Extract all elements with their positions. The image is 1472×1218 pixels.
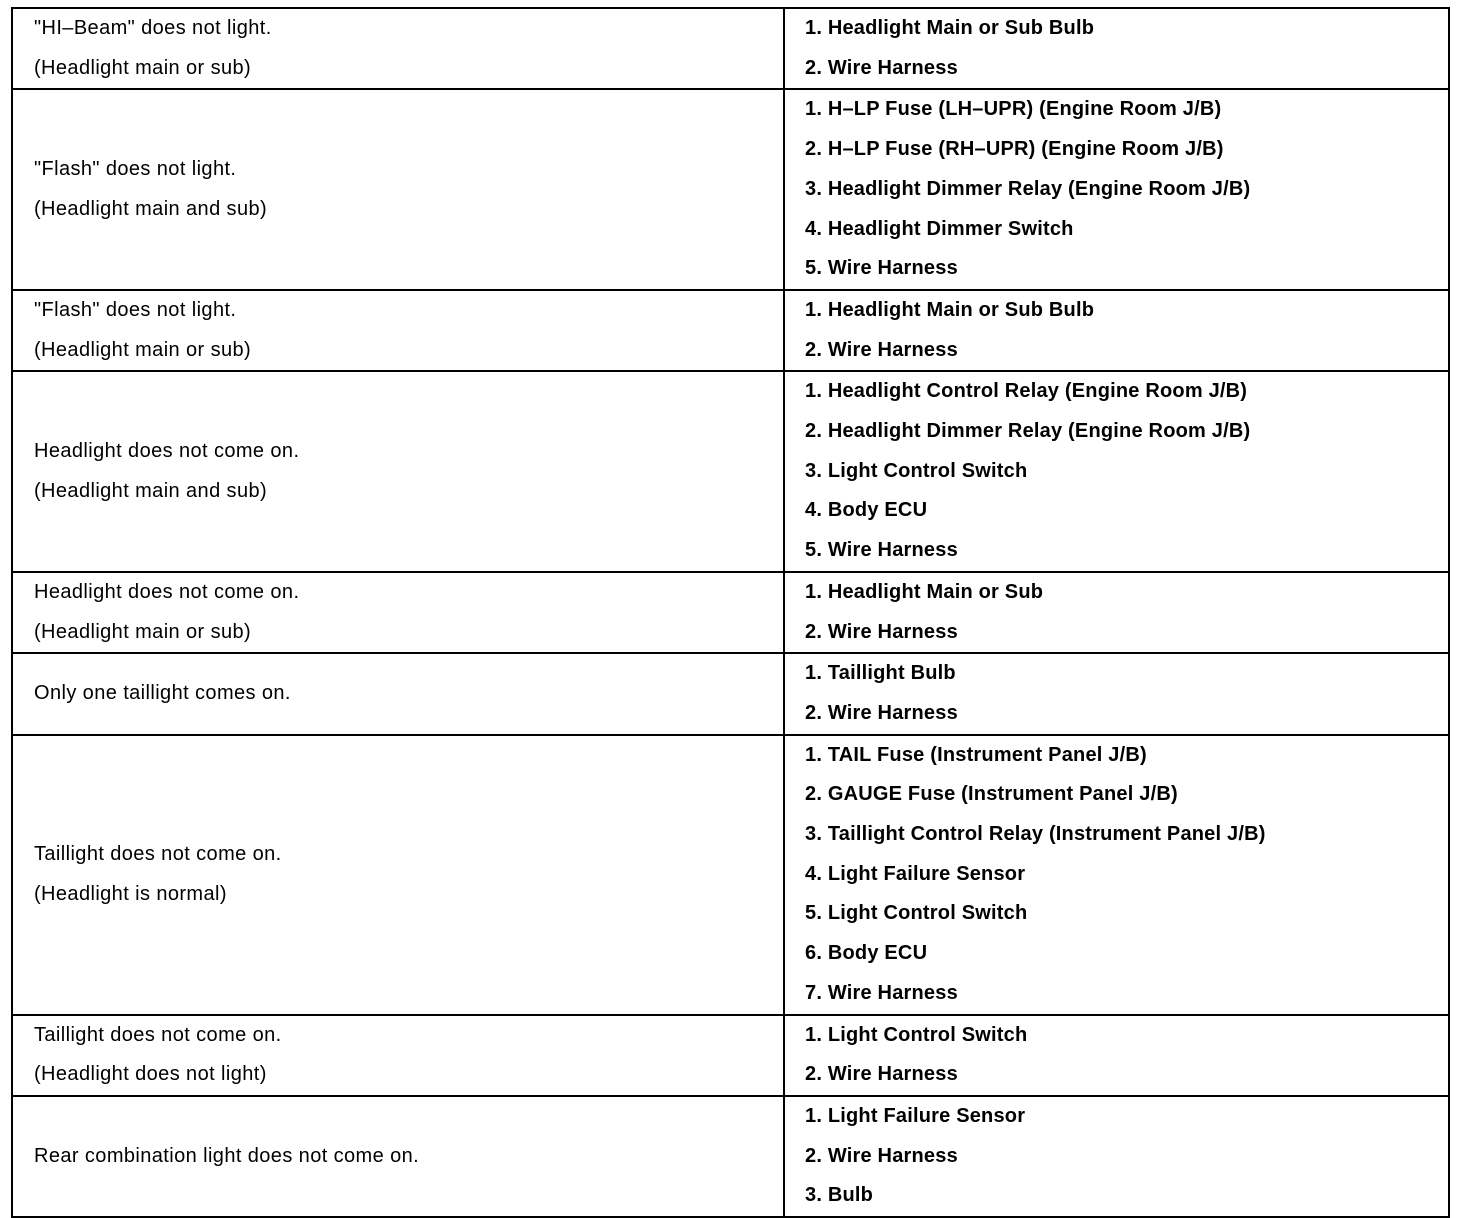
suspect-area-item: 2. Headlight Dimmer Relay (Engine Room J/B)	[805, 420, 1251, 443]
symptom-cell	[12, 572, 784, 653]
table-row	[12, 653, 1449, 734]
suspect-area-item: 1. Headlight Main or Sub Bulb	[805, 17, 1095, 39]
suspect-area-item: 2. Wire Harness	[805, 701, 958, 724]
suspect-area-item: 1. H–LP Fuse (LH–UPR) (Engine Room J/B)	[805, 98, 1222, 121]
suspect-area-item: 1. Light Failure Sensor	[805, 1104, 1026, 1127]
symptom-text: Taillight does not come on.	[34, 1023, 282, 1046]
suspect-area-cell	[784, 735, 1449, 1015]
suspect-area-item: 2. Wire Harness	[805, 1063, 958, 1086]
suspect-area-item: 2. Wire Harness	[805, 620, 958, 643]
suspect-area-item: 2. Wire Harness	[805, 338, 958, 361]
symptom-cell	[12, 1096, 784, 1217]
symptom-cell	[12, 1015, 784, 1096]
symptom-text: Rear combination light does not come on.	[34, 1144, 420, 1167]
suspect-area-cell	[784, 371, 1449, 572]
symptom-text: (Headlight main or sub)	[34, 56, 252, 79]
suspect-area-item: 3. Headlight Dimmer Relay (Engine Room J/B)	[805, 177, 1251, 200]
symptom-cell	[12, 371, 784, 572]
suspect-area-item: 1. Taillight Bulb	[805, 662, 956, 685]
troubleshooting-table-body	[12, 8, 1449, 1217]
table-row	[12, 371, 1449, 572]
symptom-cell	[12, 653, 784, 734]
symptom-text: (Headlight main or sub)	[34, 338, 252, 361]
suspect-area-item: 4. Headlight Dimmer Switch	[805, 217, 1074, 240]
table-row	[12, 572, 1449, 653]
suspect-area-cell	[784, 8, 1449, 89]
suspect-area-cell	[784, 290, 1449, 371]
symptom-cell	[12, 735, 784, 1015]
suspect-area-cell	[784, 89, 1449, 290]
table-row	[12, 735, 1449, 1015]
symptom-text: (Headlight is normal)	[34, 882, 227, 905]
symptom-text: (Headlight main or sub)	[34, 620, 252, 643]
suspect-area-item: 3. Bulb	[805, 1184, 874, 1207]
suspect-area-cell	[784, 653, 1449, 734]
symptom-text: "HI–Beam" does not light.	[34, 17, 272, 39]
symptom-text: Taillight does not come on.	[34, 842, 282, 865]
suspect-area-item: 5. Light Control Switch	[805, 902, 1028, 925]
suspect-area-item: 2. Wire Harness	[805, 1144, 958, 1167]
table-row	[12, 290, 1449, 371]
suspect-area-item: 2. H–LP Fuse (RH–UPR) (Engine Room J/B)	[805, 138, 1224, 161]
table-row	[12, 89, 1449, 290]
symptom-text: Headlight does not come on.	[34, 439, 300, 462]
symptom-text: (Headlight main and sub)	[34, 197, 268, 220]
suspect-area-item: 4. Body ECU	[805, 499, 928, 522]
symptom-cell	[12, 89, 784, 290]
troubleshooting-table	[11, 7, 1450, 1218]
suspect-area-item: 6. Body ECU	[805, 942, 928, 965]
suspect-area-item: 1. Light Control Switch	[805, 1023, 1028, 1046]
suspect-area-item: 5. Wire Harness	[805, 539, 958, 562]
symptom-text: "Flash" does not light.	[34, 157, 237, 180]
suspect-area-cell	[784, 572, 1449, 653]
suspect-area-item: 1. Headlight Main or Sub Bulb	[805, 298, 1095, 321]
symptom-text: (Headlight main and sub)	[34, 479, 268, 502]
symptom-cell	[12, 8, 784, 89]
suspect-area-cell	[784, 1096, 1449, 1217]
symptom-text: "Flash" does not light.	[34, 298, 237, 321]
suspect-area-item: 3. Taillight Control Relay (Instrument Panel J/B)	[805, 823, 1266, 846]
suspect-area-item: 1. Headlight Control Relay (Engine Room J/B)	[805, 380, 1248, 403]
table-row	[12, 8, 1449, 89]
suspect-area-cell	[784, 1015, 1449, 1096]
suspect-area-item: 2. GAUGE Fuse (Instrument Panel J/B)	[805, 783, 1178, 806]
symptom-text: (Headlight does not light)	[34, 1063, 267, 1086]
suspect-area-item: 1. Headlight Main or Sub	[805, 580, 1044, 603]
suspect-area-item: 5. Wire Harness	[805, 257, 958, 280]
suspect-area-item: 3. Light Control Switch	[805, 459, 1028, 482]
symptom-cell	[12, 290, 784, 371]
symptom-text: Only one taillight comes on.	[34, 682, 291, 705]
suspect-area-item: 1. TAIL Fuse (Instrument Panel J/B)	[805, 743, 1147, 766]
suspect-area-item: 2. Wire Harness	[805, 56, 958, 79]
suspect-area-item: 4. Light Failure Sensor	[805, 862, 1026, 885]
table-row	[12, 1015, 1449, 1096]
symptom-text: Headlight does not come on.	[34, 580, 300, 603]
suspect-area-item: 7. Wire Harness	[805, 981, 958, 1004]
table-row	[12, 1096, 1449, 1217]
